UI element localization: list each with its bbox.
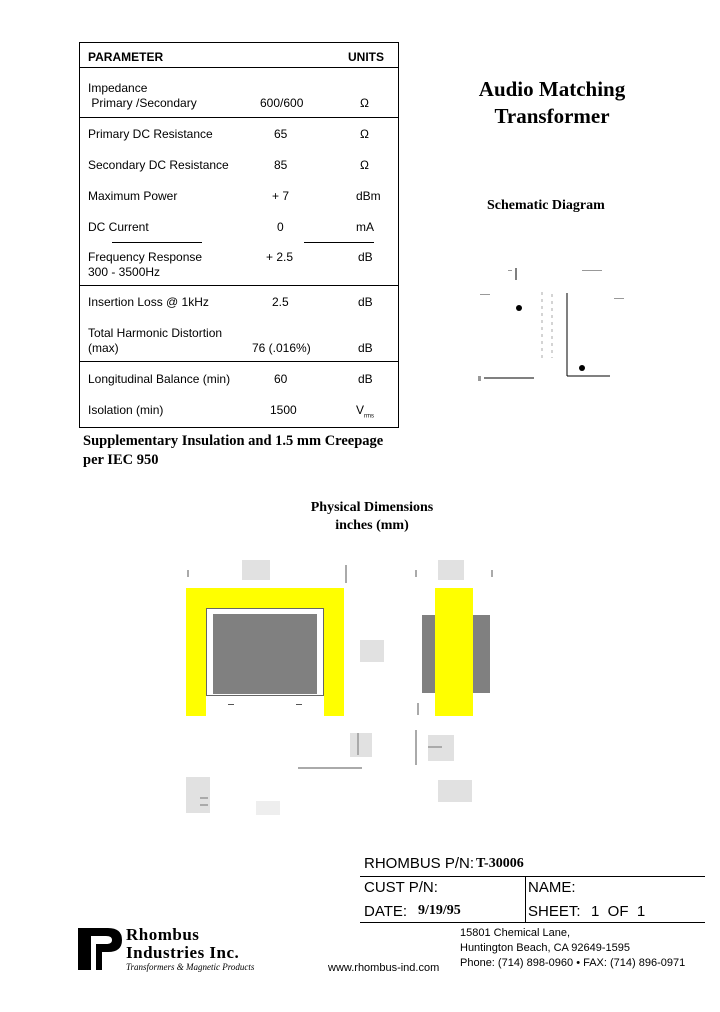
schematic-title: Schematic Diagram bbox=[487, 198, 605, 213]
row-unit: Ω bbox=[360, 96, 369, 110]
row-value: 0 bbox=[277, 220, 284, 234]
separator-line bbox=[112, 242, 202, 243]
dim-label-blur bbox=[438, 780, 472, 802]
company-tagline: Transformers & Magnetic Products bbox=[126, 962, 255, 972]
row-value: 76 (.016%) bbox=[252, 341, 311, 355]
header-parameter: PARAMETER bbox=[88, 50, 164, 64]
dim-label-blur bbox=[360, 640, 384, 662]
header-units: UNITS bbox=[348, 50, 384, 64]
table-divider bbox=[80, 67, 398, 68]
row-label: Impedance bbox=[88, 81, 148, 95]
row-label: Insertion Loss @ 1kHz bbox=[88, 295, 209, 309]
dim-label-blur bbox=[428, 735, 454, 761]
pin-mark bbox=[480, 294, 490, 295]
unit-v: V bbox=[356, 403, 365, 417]
footer-divider bbox=[525, 876, 526, 922]
row-unit: dB bbox=[358, 372, 373, 386]
website: www.rhombus-ind.com bbox=[328, 962, 440, 974]
dimension-marks bbox=[180, 555, 510, 815]
row-unit: Ω bbox=[360, 127, 369, 141]
rhombus-pn-label: RHOMBUS P/N: bbox=[364, 855, 475, 872]
row-value: + 2.5 bbox=[266, 250, 294, 264]
dim-label-blur bbox=[438, 560, 464, 580]
row-label: 300 - 3500Hz bbox=[88, 265, 161, 279]
company-line2: Industries Inc. bbox=[126, 943, 240, 962]
row-label: Isolation (min) bbox=[88, 403, 164, 417]
row-unit bbox=[356, 403, 374, 419]
rhombus-logo-icon bbox=[78, 926, 122, 972]
name-label: NAME: bbox=[528, 879, 576, 896]
supplementary-line1: Supplementary Insulation and 1.5 mm Creepage bbox=[83, 433, 384, 449]
row-unit: dB bbox=[358, 341, 373, 355]
company-line1: Rhombus bbox=[126, 925, 200, 944]
rhombus-pn-value: T-30006 bbox=[476, 856, 524, 871]
row-value: 60 bbox=[274, 372, 288, 386]
sheet-label: SHEET: bbox=[528, 903, 581, 920]
parameter-table bbox=[79, 42, 399, 428]
cust-pn-label: CUST P/N: bbox=[364, 879, 438, 896]
row-label: (max) bbox=[88, 341, 119, 355]
row-value: + 7 bbox=[272, 189, 290, 203]
pin-mark bbox=[508, 270, 512, 271]
address-line1: 15801 Chemical Lane, bbox=[460, 927, 571, 939]
row-label: Primary DC Resistance bbox=[88, 127, 213, 141]
dim-label-blur bbox=[256, 801, 280, 815]
pin-mark bbox=[582, 270, 602, 271]
row-unit: Ω bbox=[360, 158, 369, 172]
company-address bbox=[460, 926, 685, 971]
footer-divider bbox=[360, 922, 705, 923]
dim-label-blur bbox=[186, 777, 210, 813]
row-value: 85 bbox=[274, 158, 288, 172]
row-value: 65 bbox=[274, 127, 288, 141]
date-label: DATE: bbox=[364, 903, 408, 920]
row-label: Maximum Power bbox=[88, 189, 178, 203]
unit-sub: rms bbox=[364, 413, 375, 420]
physical-dimensions-title bbox=[292, 499, 452, 535]
table-divider bbox=[80, 117, 398, 118]
row-label: Total Harmonic Distortion bbox=[88, 326, 223, 340]
table-divider bbox=[80, 285, 398, 286]
supplementary-line2: per IEC 950 bbox=[83, 452, 159, 468]
polarity-dot bbox=[579, 365, 585, 371]
footer-divider bbox=[360, 876, 705, 877]
pin-mark bbox=[614, 298, 624, 299]
row-unit: dB bbox=[358, 250, 373, 264]
row-value: 2.5 bbox=[272, 295, 289, 309]
row-unit: dBm bbox=[356, 189, 381, 203]
row-value: 1500 bbox=[270, 403, 297, 417]
row-label: DC Current bbox=[88, 220, 149, 234]
date-value: 9/19/95 bbox=[418, 903, 461, 918]
row-label: Longitudinal Balance (min) bbox=[88, 372, 231, 386]
polarity-dot bbox=[516, 305, 522, 311]
row-unit: mA bbox=[356, 220, 374, 234]
product-title-line2: Transformer bbox=[494, 104, 610, 128]
company-name bbox=[126, 926, 239, 962]
schematic-diagram bbox=[470, 258, 630, 388]
sheet-value: 1 OF 1 bbox=[591, 903, 646, 920]
dim-label-blur bbox=[350, 733, 372, 757]
row-unit: dB bbox=[358, 295, 373, 309]
dim-label-blur bbox=[242, 560, 270, 580]
table-divider bbox=[80, 361, 398, 362]
row-label: Frequency Response bbox=[88, 250, 203, 264]
pin-mark bbox=[478, 376, 481, 381]
product-title bbox=[452, 76, 652, 130]
phone-fax: Phone: (714) 898-0960 • FAX: (714) 896-0971 bbox=[460, 957, 686, 969]
product-title-line1: Audio Matching bbox=[478, 77, 626, 101]
row-label: Secondary DC Resistance bbox=[88, 158, 229, 172]
row-value: 600/600 bbox=[260, 96, 304, 110]
physical-title-line2: inches (mm) bbox=[335, 518, 409, 533]
row-label: Primary /Secondary bbox=[88, 96, 197, 110]
separator-line bbox=[304, 242, 374, 243]
address-line2: Huntington Beach, CA 92649-1595 bbox=[460, 942, 631, 954]
physical-title-line1: Physical Dimensions bbox=[310, 500, 434, 515]
supplementary-note bbox=[83, 432, 383, 470]
